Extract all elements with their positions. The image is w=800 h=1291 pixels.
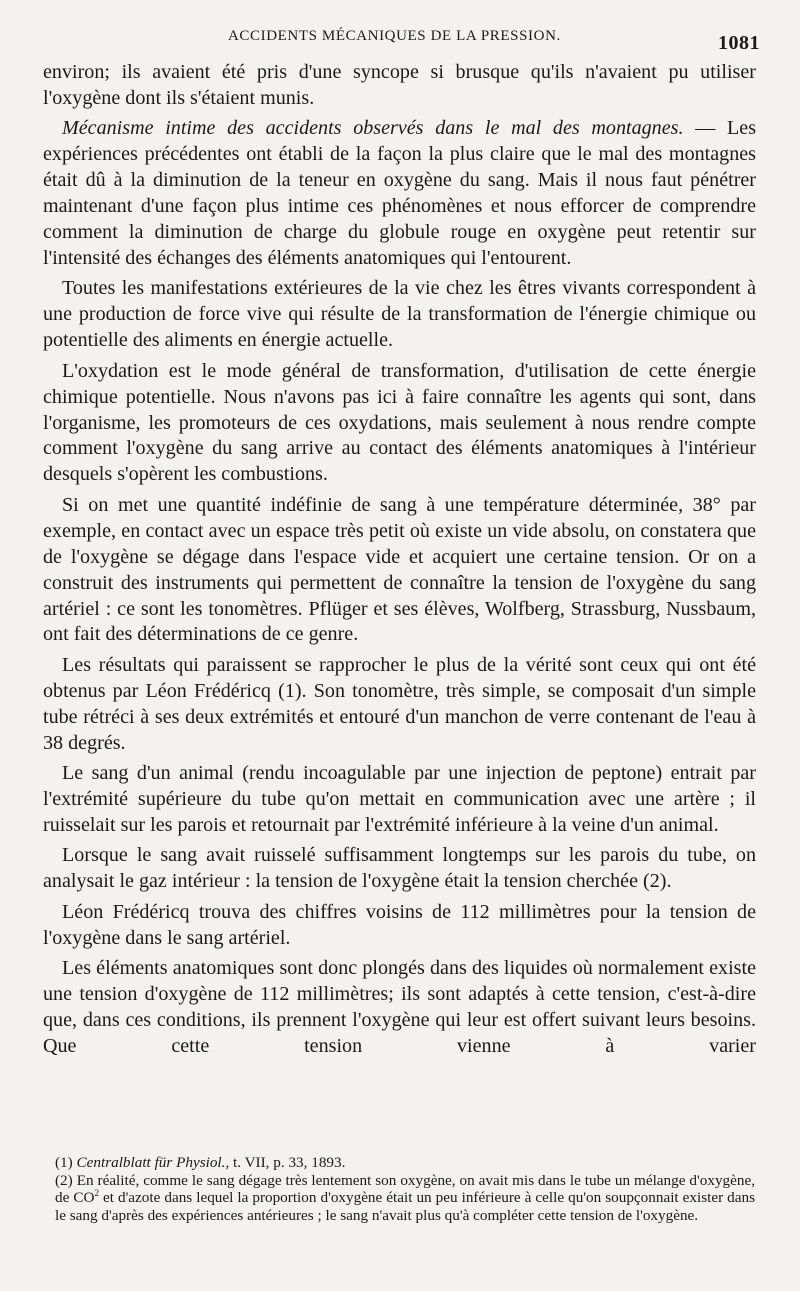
paragraph-5: Si on met une quantité indéfinie de sang à une température déterminée, 38° par exemple, en contact avec un espace très petit où existe un vide absolu, on constatera que de l'oxygène se dégage dans l'espace vide et acquiert une certaine tension. Or on a construit des instruments qui permettent de connaître la tension de l'oxygène du sang artériel : ce sont les tonomètres. Pflüger et ses élèves, Wolfberg, Strassburg, Nussbaum, ont fait des déterminations de ce genre.: [43, 493, 756, 646]
page-header: [40, 24, 760, 58]
footnote-rule: [40, 1150, 220, 1151]
paragraph-6: Les résultats qui paraissent se rapprocher le plus de la vérité sont ceux qui ont été obtenus par Léon Frédéricq (1). Son tonomètre, très simple, se composait d'un simple tube rétréci à ses deux extrémités et entouré d'un manchon de verre contenant de l'eau à 38 degrés.: [43, 653, 756, 754]
paragraph-3: Toutes les manifestations extérieures de la vie chez les êtres vivants correspondent à une production de force vive qui résulte de la transformation de l'énergie chimique ou potentielle des aliments en énergie actuelle.: [43, 277, 756, 352]
paragraph-2: Mécanisme intime des accidents observés dans le mal des montagnes. — Les expériences précédentes ont établi de la façon la plus claire que le mal des montagnes était dû à la diminution de la teneur en oxygène du sang. Mais il nous faut pénétrer maintenant d'une façon plus intime ces phénomènes et nous efforcer de comprendre comment la diminution de charge du globule rouge en oxygène peut retentir sur l'intensité des échanges des éléments anatomiques qui l'entourent.: [43, 117, 757, 269]
footnote-1: (1) Centralblatt für Physiol., t. VII, p. 33, 1893.: [55, 1154, 346, 1171]
paragraph-7: Le sang d'un animal (rendu incoagulable par une injection de peptone) entrait par l'extrémité supérieure du tube qu'on mettait en communication avec une artère ; il ruisselait sur les parois et retournait par l'extrémité inférieure à la veine d'un animal.: [43, 762, 756, 836]
paragraph-4: L'oxydation est le mode général de transformation, d'utilisation de cette énergie chimique potentielle. Nous n'avons pas ici à faire connaître les agents qui sont, dans l'organisme, les promoteurs de ces oxydations, mais seulement à nous rendre compte comment l'oxygène du sang arrive au contact des éléments anatomiques à l'intérieur desquels s'opèrent les combustions.: [43, 359, 756, 486]
paragraph-10: Les éléments anatomiques sont donc plongés dans des liquides où normalement existe une tension d'oxygène de 112 millimètres; ils sont adaptés à cette tension, c'est-à-dire que, dans ces conditions, ils prennent l'oxygène qui leur est offert suivant leurs besoins. Que cette tension vienne à varier: [43, 957, 756, 1057]
paragraph-1: environ; ils avaient été pris d'une syncope si brusque qu'ils n'avaient pu utiliser l'oxygène dont ils s'étaient munis.: [43, 61, 756, 109]
footnote-2: (2) En réalité, comme le sang dégage très lentement son oxygène, on avait mis dans le tube un mélange d'oxygène, de $CO^2$ et d'azote dans lequel la proportion d'oxygène était un peu inférieure à celle qu'on soupçonnait exister dans le sang d'après des expériences antérieures ; le sang n'avait plus qu'à compléter cette tension de l'oxygène.: [55, 1171, 756, 1225]
paragraph-8: Lorsque le sang avait ruisselé suffisamment longtemps sur les parois du tube, on analysait le gaz intérieur : la tension de l'oxygène était la tension cherchée (2).: [43, 844, 756, 893]
page-number: 1081: [718, 32, 760, 54]
footnotes: [55, 1154, 755, 1225]
running-title: ACCIDENTS MÉCANIQUES DE LA PRESSION.: [228, 28, 561, 44]
paragraph-9: Léon Frédéricq trouva des chiffres voisins de 112 millimètres pour la tension de l'oxygène dans le sang artériel.: [43, 900, 756, 949]
footnote-journal: Centralblatt für Physiol.: [76, 1154, 226, 1171]
body-text: [43, 60, 756, 1064]
section-title: Mécanisme intime des accidents observés dans le mal des montagnes.: [62, 117, 684, 140]
